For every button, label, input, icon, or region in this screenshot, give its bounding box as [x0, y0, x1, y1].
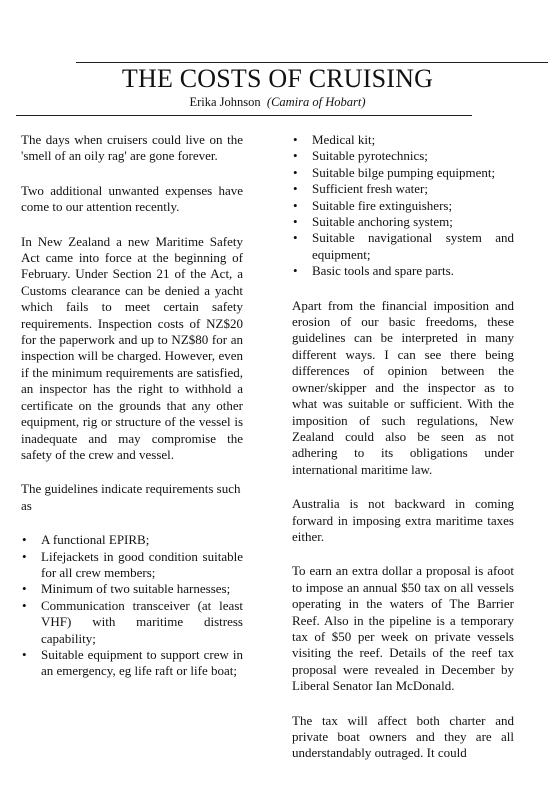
list-item — [292, 198, 514, 214]
list-item — [292, 214, 514, 230]
bullet-icon: • — [293, 181, 298, 197]
list-item — [21, 647, 243, 680]
list-item-text: Suitable bilge pumping equipment; — [312, 164, 496, 180]
list-item-text: Communication transceiver (at least VHF) with maritime distress capability; — [41, 597, 243, 646]
author-name: Erika Johnson — [189, 95, 261, 109]
paragraph: The days when cruisers could live on the 'smell of an oily rag' are gone forever. — [21, 132, 243, 164]
bullet-icon: • — [293, 263, 298, 279]
paragraph: Two additional unwanted expenses have come to our attention recently. — [21, 182, 243, 215]
bullet-icon: • — [293, 148, 298, 164]
paragraph: The tax will affect both charter and private boat owners and they are all understandably outraged. It could — [292, 712, 514, 761]
byline — [20, 96, 535, 109]
bullet-icon: • — [293, 164, 298, 180]
list-item-text: Basic tools and spare parts. — [312, 263, 454, 279]
list-item-text: Suitable fire extinguishers; — [312, 197, 453, 213]
paragraph: The guidelines indicate requirements such as — [21, 481, 241, 513]
list-item-text: Suitable pyrotechnics; — [312, 148, 428, 164]
list-item — [21, 598, 243, 647]
requirements-list-continued — [292, 132, 514, 280]
right-column — [292, 132, 514, 780]
header-rule-bottom — [16, 115, 472, 116]
header-rule-top — [76, 62, 548, 63]
requirements-list — [21, 532, 243, 680]
list-item-text: Medical kit; — [312, 132, 376, 147]
paragraph: Apart from the financial imposition and erosion of our basic freedoms, these guidelines can be interpreted in many different ways. I can see there being differences of opinion between the owner/skipper and the inspector as to what was suitable or sufficient. With the imposition of such regulations, New Zealand could also be seen as not adhering to its obligations under international maritime law. — [292, 297, 514, 477]
article-title: THE COSTS OF CRUISING — [121, 64, 434, 93]
bullet-icon: • — [293, 214, 298, 230]
bullet-icon: • — [22, 581, 27, 597]
list-item — [292, 181, 514, 197]
bullet-icon: • — [293, 132, 298, 147]
bullet-icon: • — [22, 548, 27, 564]
list-item — [21, 549, 243, 582]
list-item-text: A functional EPIRB; — [41, 532, 150, 548]
author-boat: (Camira of Hobart) — [266, 95, 366, 109]
list-item — [292, 230, 514, 263]
list-item-text: Suitable anchoring system; — [312, 214, 453, 230]
bullet-icon: • — [293, 197, 298, 213]
list-item-text: Sufficient fresh water; — [312, 181, 428, 197]
list-item — [292, 132, 514, 148]
list-item — [292, 148, 514, 164]
list-item-text: Lifejackets in good condition suitable for all crew members; — [41, 548, 243, 580]
bullet-icon: • — [22, 597, 27, 613]
paragraph: Australia is not backward in coming forward in imposing extra maritime taxes either. — [292, 496, 514, 544]
left-column — [21, 132, 243, 698]
list-item-text: Suitable equipment to support crew in an emergency, eg life raft or life boat; — [41, 646, 243, 679]
list-item — [292, 165, 514, 181]
list-item-text: Suitable navigational system and equipment; — [312, 230, 514, 262]
list-item-text: Minimum of two suitable harnesses; — [41, 581, 231, 597]
bullet-icon: • — [22, 646, 27, 662]
paragraph: To earn an extra dollar a proposal is afoot to impose an annual $50 tax on all vessels operating in the waters of The Barrier Reef. Also in the pipeline is a temporary tax of $50 per week on private vessels visiting the reef. Details of the reef tax proposal were revealed in December by Liberal Senator Ian McDonald. — [292, 563, 514, 694]
paragraph: In New Zealand a new Maritime Safety Act came into force at the beginning of February. Under Section 21 of the Act, a Customs clearance can be denied a yacht which fails to meet certain safety requirements. Inspection costs of NZ$20 for the paperwork and up to NZ$80 for an inspection will be charged. However, even if the minimum requirements are satisfied, an inspector has the right to withhold a certificate on the grounds that any other equipment, rig or structure of the vessel is inadequate and may compromise the safety of the crew and vessel. — [21, 233, 243, 462]
list-item — [21, 581, 243, 597]
bullet-icon: • — [22, 532, 27, 548]
list-item — [21, 532, 243, 548]
bullet-icon: • — [293, 230, 298, 246]
list-item — [292, 263, 514, 279]
